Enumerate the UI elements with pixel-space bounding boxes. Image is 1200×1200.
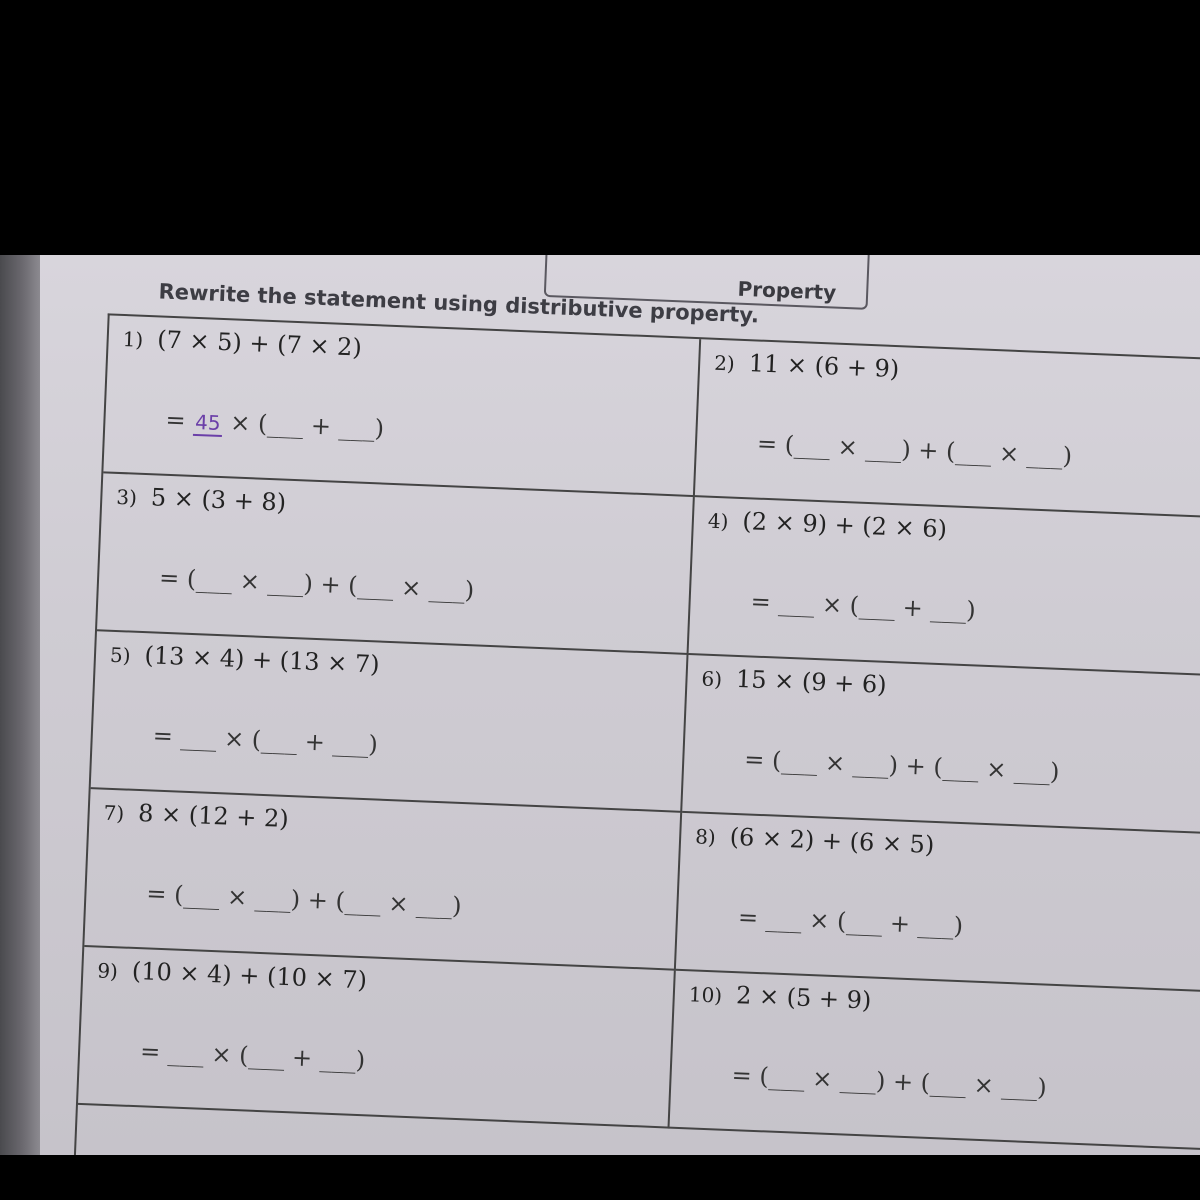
problem-cell-9 — [78, 947, 676, 1129]
problem-text: 15 × (9 + 6) — [735, 664, 888, 699]
problem-number: 7) — [103, 800, 125, 826]
problem-cell-4 — [689, 497, 1200, 679]
answer-template: = ___ × (___ + ___) — [750, 587, 977, 625]
answer-template — [165, 406, 385, 443]
problem-expression — [97, 955, 368, 994]
problem-text: (10 × 4) + (10 × 7) — [131, 956, 368, 995]
problem-expression — [707, 506, 947, 544]
problem-text: 11 × (6 + 9) — [748, 349, 900, 384]
instruction-text: Rewrite the statement using distributive property. — [158, 279, 760, 328]
problem-expression — [116, 482, 287, 517]
answer-template: = (___ × ___) + (___ × ___) — [756, 429, 1073, 471]
handwritten-answer: 45 — [193, 410, 223, 437]
problem-text: 2 × (5 + 9) — [735, 981, 872, 1015]
problem-number: 10) — [688, 982, 723, 1008]
answer-template: = ___ × (___ + ___) — [139, 1037, 366, 1075]
problem-expression — [695, 821, 935, 859]
answer-template: = ___ × (___ + ___) — [737, 903, 964, 941]
problem-number: 6) — [701, 666, 723, 692]
problem-cell-10 — [669, 971, 1200, 1153]
answer-template: = ___ × (___ + ___) — [152, 721, 379, 759]
problem-number: 5) — [109, 642, 132, 668]
problem-cell-2 — [695, 339, 1200, 521]
problem-expression — [103, 798, 289, 833]
problem-number: 4) — [707, 508, 729, 534]
answer-text: × (___ + ___) — [222, 408, 385, 443]
problem-text: (13 × 4) + (13 × 7) — [144, 641, 381, 679]
problem-number: 8) — [694, 824, 717, 850]
problem-number: 9) — [96, 958, 119, 984]
answer-template: = (___ × ___) + (___ × ___) — [158, 563, 475, 605]
problem-cell-1 — [103, 315, 701, 497]
answer-template: = (___ × ___) + (___ × ___) — [743, 745, 1060, 786]
problem-text: 5 × (3 + 8) — [150, 483, 287, 517]
problem-expression — [714, 348, 900, 383]
answer-prefix: = — [164, 405, 194, 435]
problem-text: (6 × 2) + (6 × 5) — [729, 822, 935, 859]
answer-template: = (___ × ___) + (___ × ___) — [731, 1061, 1048, 1102]
problem-cell-5 — [91, 631, 689, 813]
answer-template: = (___ × ___) + (___ × ___) — [145, 879, 463, 921]
problem-expression — [688, 979, 872, 1014]
problem-expression — [110, 640, 381, 679]
problem-text: (2 × 9) + (2 × 6) — [741, 507, 948, 544]
problem-cell-7 — [84, 789, 682, 971]
problem-cell-6 — [682, 655, 1200, 837]
worksheet-content — [0, 255, 1200, 1155]
problem-expression — [701, 664, 887, 699]
problem-expression — [122, 324, 362, 362]
problem-text: 8 × (12 + 2) — [137, 799, 290, 834]
problem-number: 3) — [115, 484, 138, 510]
worksheet-title: Property — [737, 276, 837, 305]
problem-number: 2) — [713, 350, 736, 376]
problem-grid — [73, 313, 1200, 1155]
problem-cell-8 — [676, 813, 1200, 995]
problem-cell-3 — [97, 473, 695, 655]
problem-number: 1) — [122, 327, 144, 352]
problem-text: (7 × 5) + (7 × 2) — [156, 325, 363, 362]
worksheet-paper — [0, 255, 1200, 1155]
bottom-dark-area — [0, 1155, 1200, 1200]
